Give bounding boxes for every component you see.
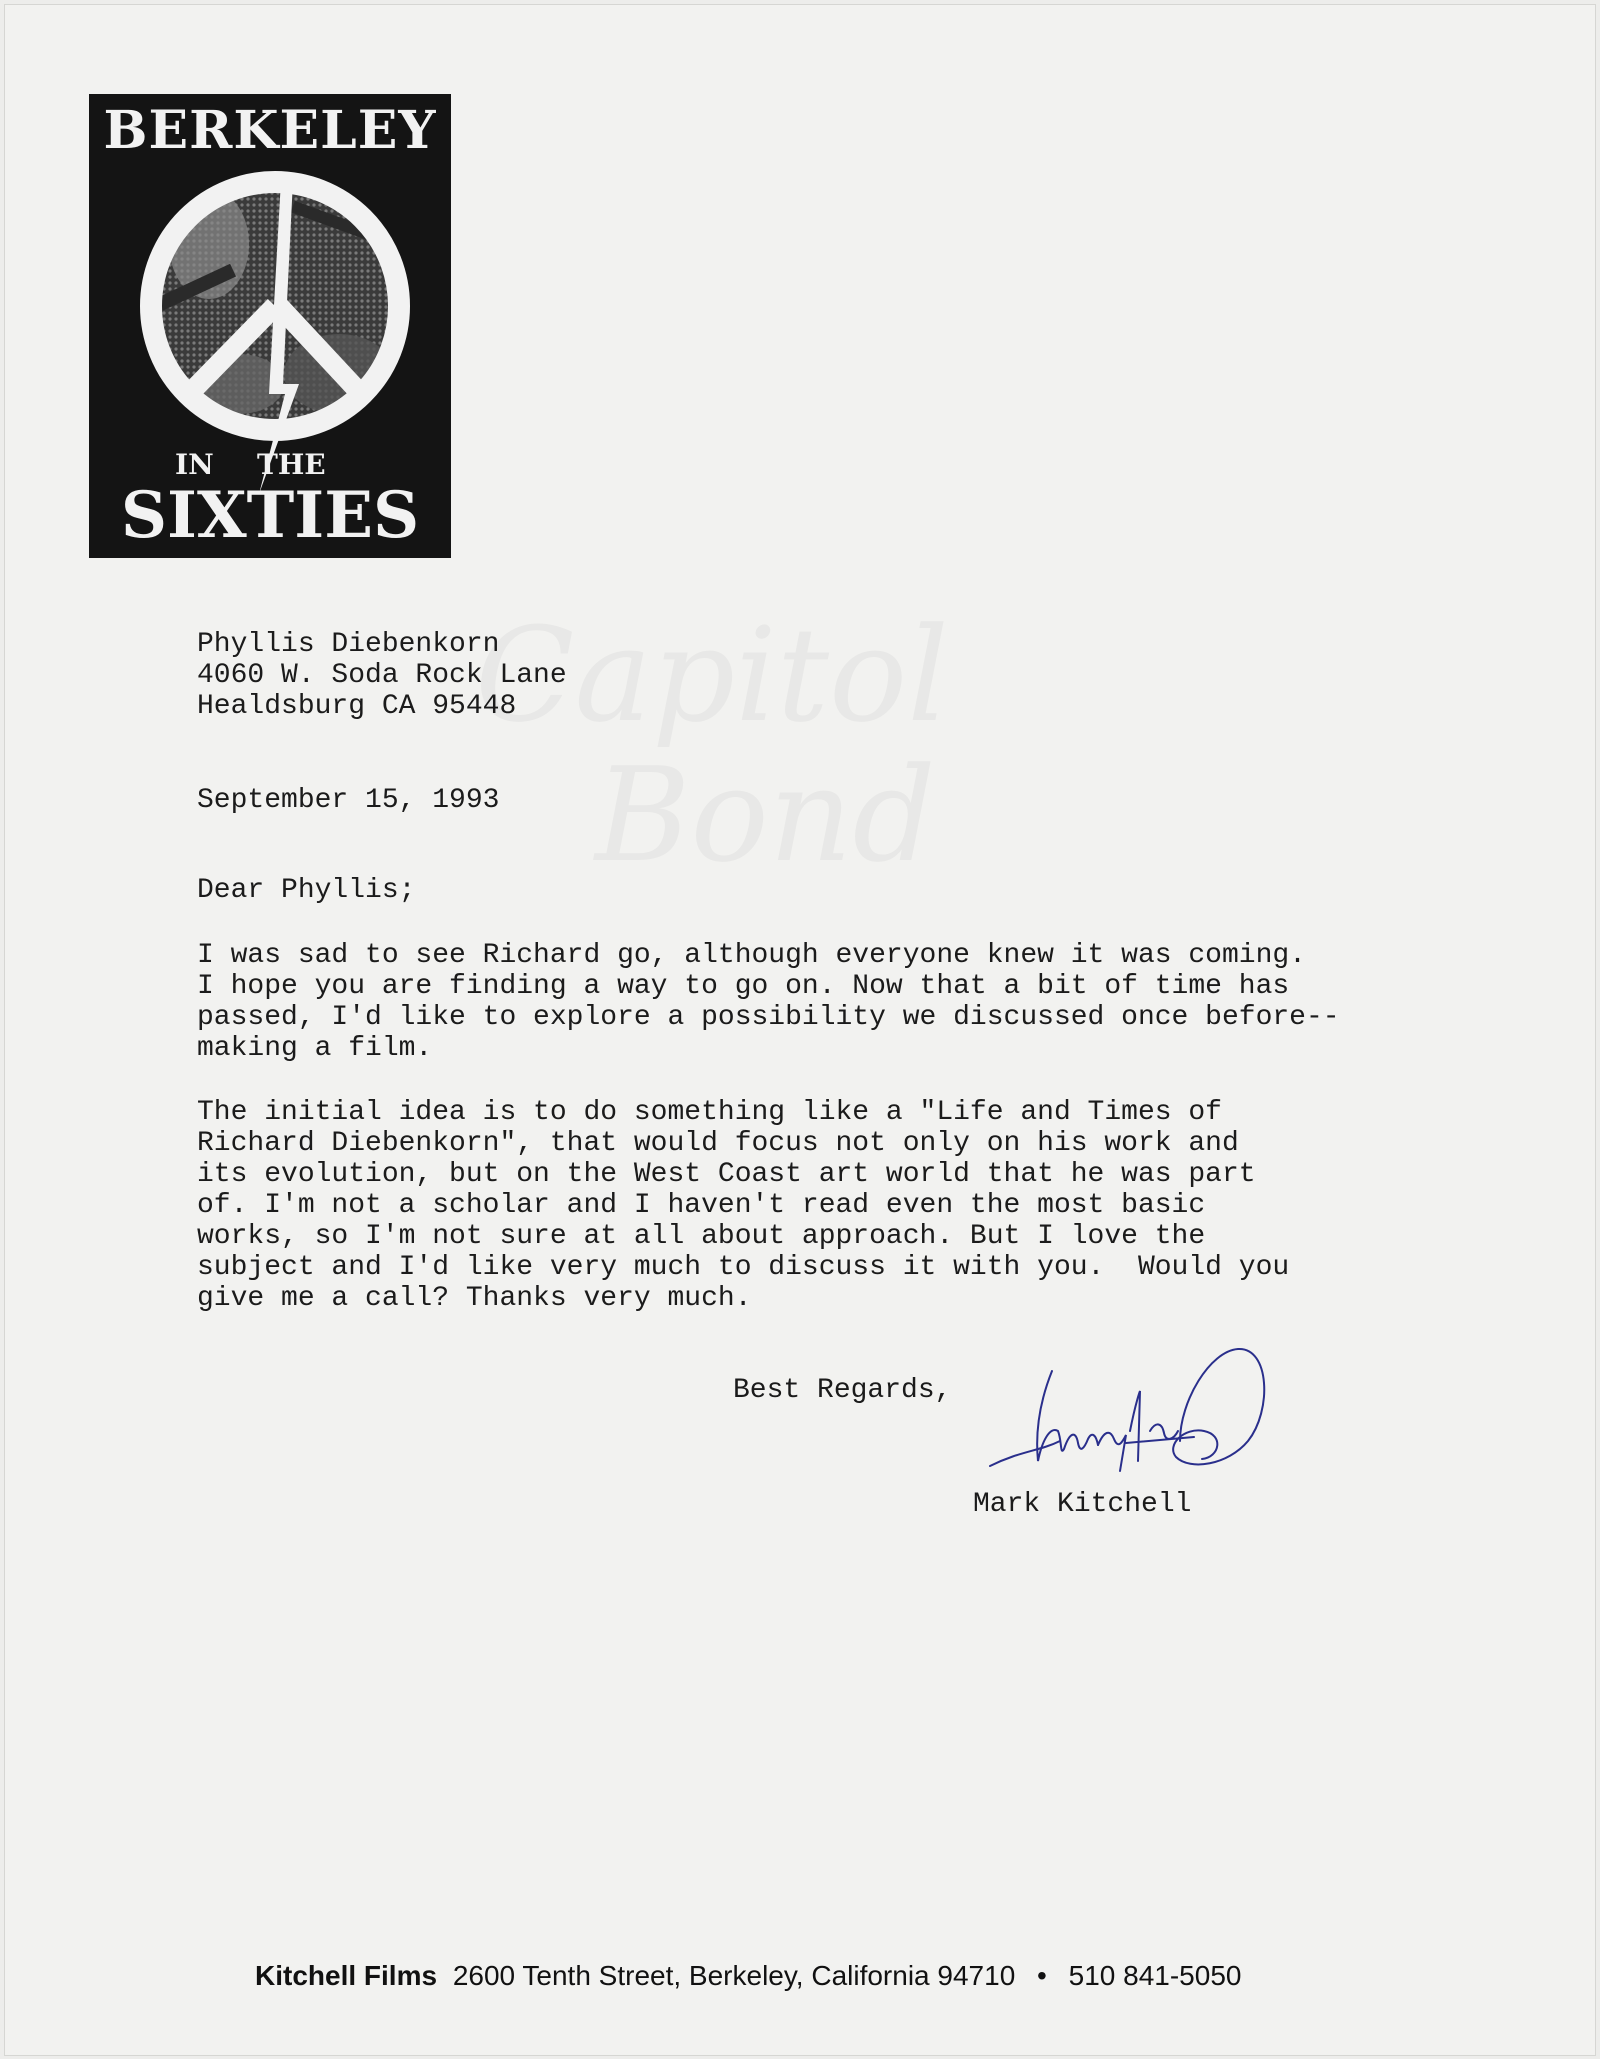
recipient-street: 4060 W. Soda Rock Lane bbox=[197, 660, 567, 691]
signer-name: Mark Kitchell bbox=[973, 1489, 1192, 1520]
bullet-separator: • bbox=[1037, 1960, 1047, 1991]
body-paragraph-1 bbox=[197, 940, 1340, 1064]
recipient-address bbox=[197, 629, 567, 722]
salutation: Dear Phyllis; bbox=[197, 875, 416, 906]
text-line: Richard Diebenkorn", that would focus not only on his work and bbox=[197, 1128, 1239, 1159]
text-line: works, so I'm not sure at all about approach. But I love the bbox=[197, 1221, 1206, 1252]
berkeley-sixties-logo bbox=[89, 94, 451, 558]
logo-in: IN bbox=[175, 448, 214, 481]
recipient-name: Phyllis Diebenkorn bbox=[197, 629, 500, 660]
company-name: Kitchell Films bbox=[255, 1960, 438, 1991]
text-line: The initial idea is to do something like a "Life and Times of bbox=[197, 1097, 1222, 1128]
watermark-line: Capitol bbox=[475, 599, 949, 751]
handwritten-signature bbox=[980, 1331, 1280, 1491]
text-line: making a film. bbox=[197, 1033, 433, 1064]
watermark-line: Bond bbox=[595, 739, 936, 891]
company-address: 2600 Tenth Street, Berkeley, California 94710 bbox=[452, 1960, 1016, 1991]
text-line: I hope you are finding a way to go on. Now that a bit of time has bbox=[197, 971, 1290, 1002]
letterhead-footer bbox=[255, 1960, 1241, 1992]
body-paragraph-2 bbox=[197, 1097, 1289, 1314]
letter-page bbox=[4, 4, 1596, 2056]
company-phone: 510 841-5050 bbox=[1068, 1960, 1242, 1991]
text-line: subject and I'd like very much to discuss it with you. Would you bbox=[197, 1252, 1290, 1283]
logo-the: THE bbox=[257, 448, 326, 481]
text-line: its evolution, but on the West Coast art world that he was part bbox=[197, 1159, 1256, 1190]
logo-title-bottom: SIXTIES bbox=[120, 478, 420, 553]
letter-date: September 15, 1993 bbox=[197, 785, 500, 816]
text-line: passed, I'd like to explore a possibility we discussed once before-- bbox=[197, 1002, 1340, 1033]
closing: Best Regards, bbox=[733, 1375, 952, 1406]
text-line: I was sad to see Richard go, although everyone knew it was coming. bbox=[197, 940, 1306, 971]
recipient-city: Healdsburg CA 95448 bbox=[197, 691, 517, 722]
text-line: give me a call? Thanks very much. bbox=[197, 1283, 752, 1314]
logo-title-top: BERKELEY bbox=[103, 100, 437, 161]
text-line: of. I'm not a scholar and I haven't read even the most basic bbox=[197, 1190, 1206, 1221]
